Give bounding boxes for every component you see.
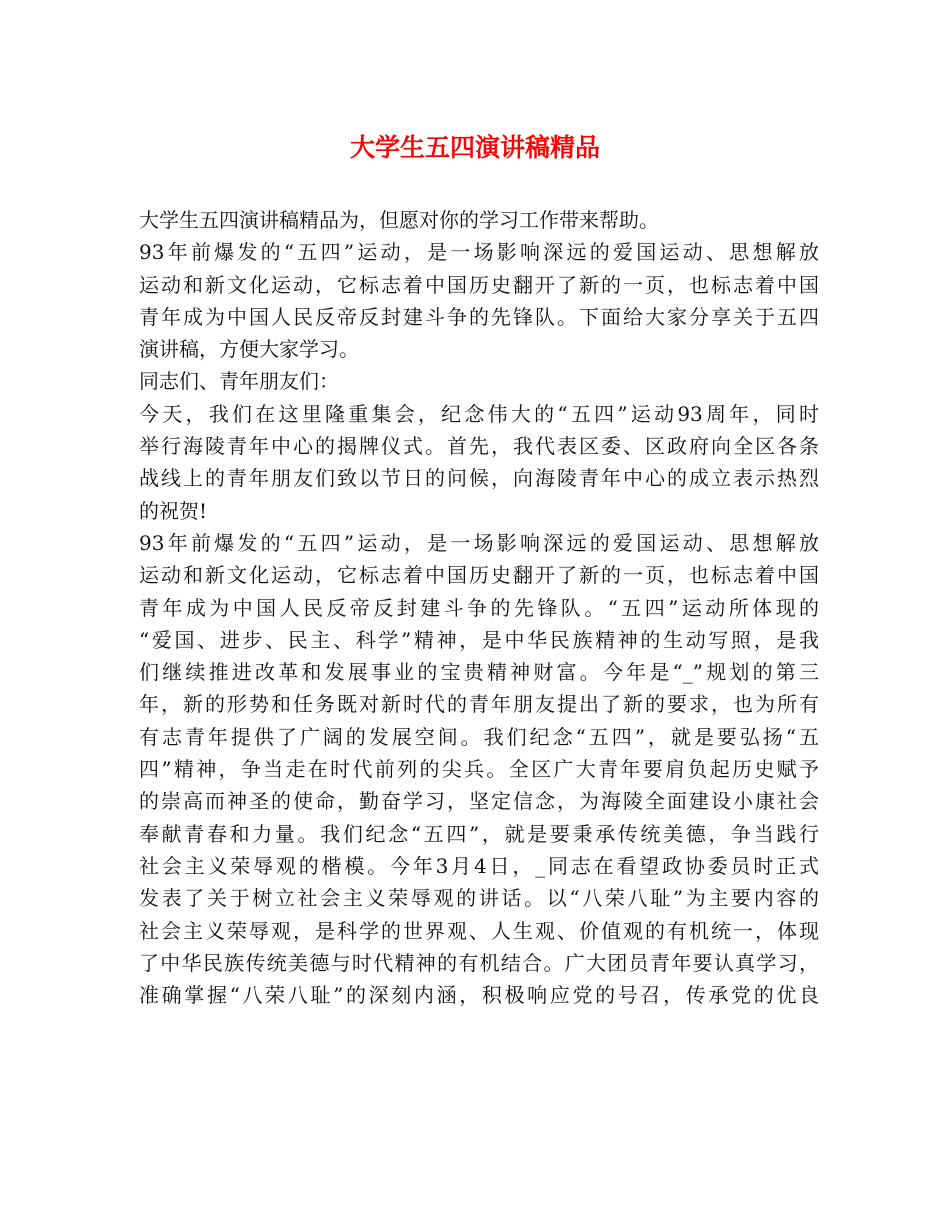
text-line: 有志青年提供了广阔的发展空间。我们纪念“五四”，就是要弘扬“五 bbox=[139, 724, 819, 749]
text-line: “爱国、进步、民主、科学”精神，是中华民族精神的生动写照，是我 bbox=[139, 627, 819, 652]
document-body bbox=[139, 204, 819, 1011]
text-line: 发表了关于树立社会主义荣辱观的讲话。以“八荣八耻”为主要内容的 bbox=[139, 886, 819, 911]
text-line: 93年前爆发的“五四”运动，是一场影响深远的爱国运动、思想解放 bbox=[139, 530, 819, 555]
text-line: 青年成为中国人民反帝反封建斗争的先锋队。“五四”运动所体现的 bbox=[139, 595, 819, 620]
text-line: 93年前爆发的“五四”运动，是一场影响深远的爱国运动、思想解放 bbox=[139, 240, 819, 265]
text-line: 们继续推进改革和发展事业的宝贵精神财富。今年是“_”规划的第三 bbox=[139, 660, 819, 685]
text-line: 的崇高而神圣的使命，勤奋学习，坚定信念，为海陵全面建设小康社会 bbox=[139, 789, 819, 814]
text-line: 社会主义荣辱观的楷模。今年3月4日，_同志在看望政协委员时正式 bbox=[139, 853, 819, 878]
text-line: 举行海陵青年中心的揭牌仪式。首先，我代表区委、区政府向全区各条 bbox=[139, 434, 819, 459]
text-line: 奉献青春和力量。我们纪念“五四”，就是要秉承传统美德，争当践行 bbox=[139, 821, 819, 846]
text-line: 战线上的青年朋友们致以节日的问候，向海陵青年中心的成立表示热烈 bbox=[139, 466, 819, 491]
text-line: 运动和新文化运动，它标志着中国历史翻开了新的一页，也标志着中国 bbox=[139, 563, 819, 588]
text-line: 同志们、青年朋友们： bbox=[139, 369, 339, 394]
text-line: 运动和新文化运动，它标志着中国历史翻开了新的一页，也标志着中国 bbox=[139, 272, 819, 297]
text-line: 演讲稿，方便大家学习。 bbox=[139, 337, 359, 362]
text-line: 今天，我们在这里隆重集会，纪念伟大的“五四”运动93周年，同时 bbox=[139, 401, 819, 426]
text-line: 了中华民族传统美德与时代精神的有机结合。广大团员青年要认真学习， bbox=[139, 950, 819, 975]
text-line: 四”精神，争当走在时代前列的尖兵。全区广大青年要肩负起历史赋予 bbox=[139, 757, 819, 782]
text-line: 的祝贺! bbox=[139, 498, 208, 523]
text-line: 青年成为中国人民反帝反封建斗争的先锋队。下面给大家分享关于五四 bbox=[139, 304, 819, 329]
text-line: 准确掌握“八荣八耻”的深刻内涵，积极响应党的号召，传承党的优良 bbox=[139, 983, 819, 1008]
text-line: 社会主义荣辱观，是科学的世界观、人生观、价值观的有机统一，体现 bbox=[139, 918, 819, 943]
text-line: 年，新的形势和任务既对新时代的青年朋友提出了新的要求，也为所有 bbox=[139, 692, 819, 717]
text-line: 大学生五四演讲稿精品为，但愿对你的学习工作带来帮助。 bbox=[139, 208, 659, 232]
document-title: 大学生五四演讲稿精品 bbox=[349, 133, 600, 162]
